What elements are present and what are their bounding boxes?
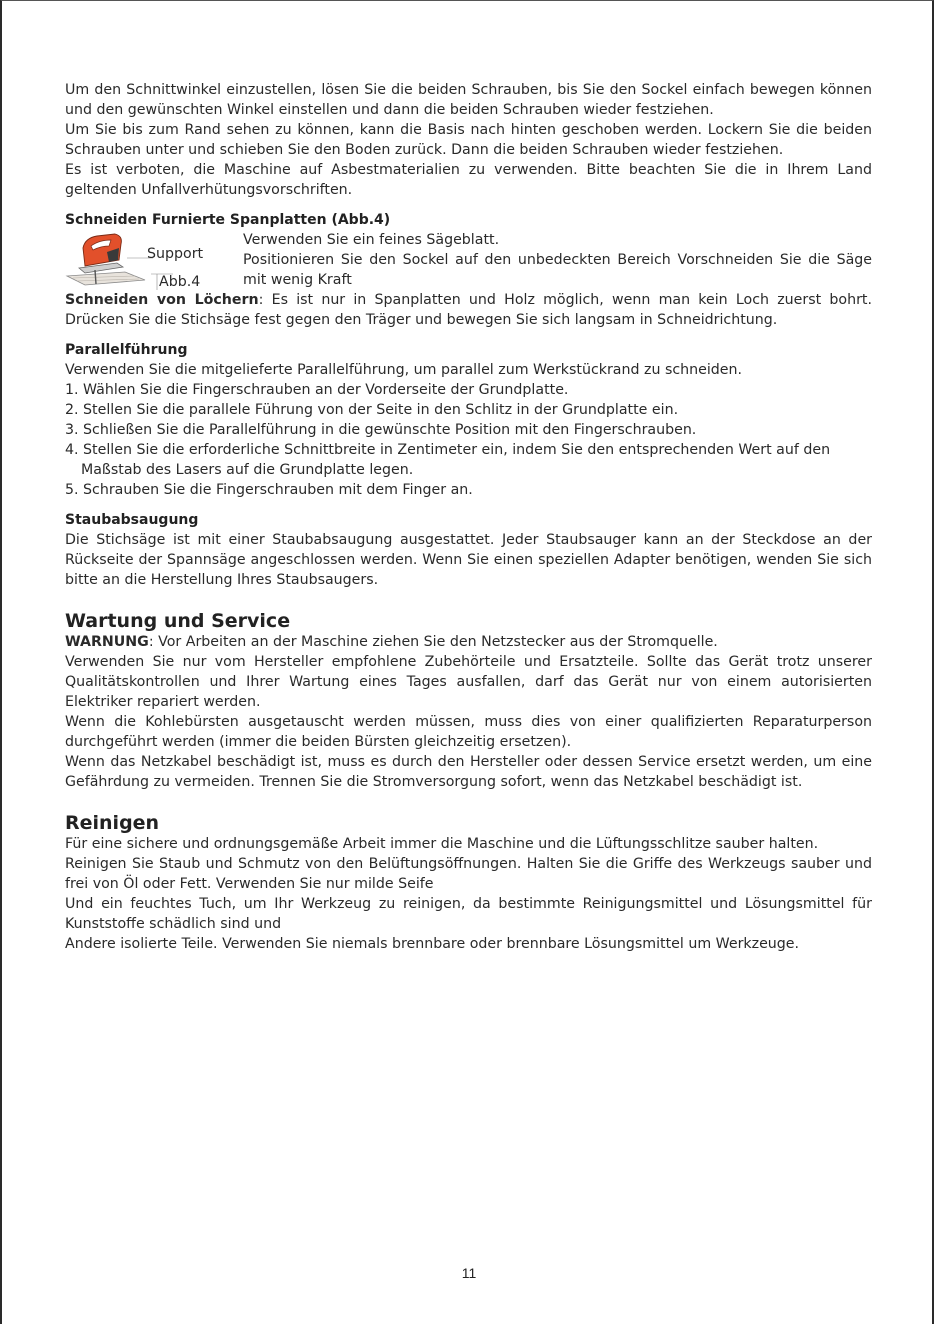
list-item: 5. Schrauben Sie die Fingerschrauben mit dem Finger an. (65, 482, 473, 498)
holes-text: : Es ist nur in Spanplatten und Holz möglich, wenn man kein Loch zuerst bohrt. Drücken Sie die Stichsäge fest gegen den Träger und bewegen Sie sich langsam in Schneidrichtung. (65, 292, 873, 328)
cleaning-paragraph-3: Und ein feuchtes Tuch, um Ihr Werkzeug zu reinigen, da bestimmte Reinigungsmittel und Lösungsmittel für Kunststoffe schädlich sind und (65, 896, 872, 932)
service-paragraph-1: Verwenden Sie nur vom Hersteller empfohlene Zubehörteile und Ersatzteile. Sollte das Gerät trotz unserer Qualitätskontrollen und Ihrer Wartung eines Tages ausfallen, darf das Gerät nur von einem autorisierten Elektriker repariert werden. (65, 654, 872, 710)
service-warning (65, 632, 872, 652)
page-number: 11 (461, 1265, 477, 1281)
figure-caption: Abb.4 (159, 274, 201, 290)
veneer-line-2: Positionieren Sie den Sockel auf den unbedeckten Bereich Vorschneiden Sie die Säge mit wenig Kraft (243, 252, 872, 288)
list-item: 4. Stellen Sie die erforderliche Schnittbreite in Zentimeter ein, indem Sie den entsprechenden Wert auf den Maßstab des Lasers auf die Grundplatte legen. (65, 442, 831, 478)
intro-paragraph-2: Um Sie bis zum Rand sehen zu können, kann die Basis nach hinten geschoben werden. Lockern Sie die beiden Schrauben unter und schieben Sie den Boden zurück. Dann die beiden Schrauben wieder festziehen. (65, 122, 872, 158)
service-paragraph-3: Wenn das Netzkabel beschädigt ist, muss es durch den Hersteller oder dessen Service ersetzt werden, um eine Gefährdung zu vermeiden. Trennen Sie die Stromversorgung sofort, wenn das Netzkabel beschädigt ist. (65, 754, 872, 790)
cleaning-paragraph-4: Andere isolierte Teile. Verwenden Sie niemals brennbare oder brennbare Lösungsmittel um Werkzeuge. (65, 936, 800, 952)
service-heading: Wartung und Service (65, 610, 291, 632)
figure-support-label: Support (147, 246, 204, 262)
parallel-steps-list (65, 380, 872, 500)
parallel-heading: Parallelführung (65, 342, 188, 358)
dust-heading: Staubabsaugung (65, 512, 199, 528)
warning-label: WARNUNG (65, 634, 149, 650)
warning-text: : Vor Arbeiten an der Maschine ziehen Sie den Netzstecker aus der Stromquelle. (148, 634, 718, 650)
holes-paragraph (65, 290, 872, 330)
veneer-instructions (243, 230, 872, 290)
veneer-heading: Schneiden Furnierte Spanplatten (Abb.4) (65, 212, 391, 228)
intro-paragraph-1: Um den Schnittwinkel einzustellen, lösen Sie die beiden Schrauben, bis Sie den Sockel einfach bewegen können und den gewünschten Winkel einstellen und dann die beiden Schrauben wieder festziehen. (65, 82, 872, 118)
service-paragraph-2: Wenn die Kohlebürsten ausgetauscht werden müssen, muss dies von einer qualifizierten Reparaturperson durchgeführt werden (immer die beiden Bürsten gleichzeitig ersetzen). (65, 714, 872, 750)
cleaning-paragraph-1: Für eine sichere und ordnungsgemäße Arbeit immer die Maschine und die Lüftungsschlitze sauber halten. (65, 836, 819, 852)
page-content (65, 80, 872, 954)
veneer-line-1: Verwenden Sie ein feines Sägeblatt. (243, 232, 500, 248)
list-item: 2. Stellen Sie die parallele Führung von der Seite in den Schlitz in der Grundplatte ein. (65, 402, 679, 418)
list-item: 1. Wählen Sie die Fingerschrauben an der Vorderseite der Grundplatte. (65, 382, 569, 398)
cleaning-heading: Reinigen (65, 812, 160, 834)
jigsaw-figure (65, 230, 233, 290)
holes-label: Schneiden von Löchern (65, 292, 259, 308)
intro-paragraph-3: Es ist verboten, die Maschine auf Asbestmaterialien zu verwenden. Bitte beachten Sie die in Ihrem Land geltenden Unfallverhütungsvorschriften. (65, 162, 872, 198)
dust-paragraph: Die Stichsäge ist mit einer Staubabsaugung ausgestattet. Jeder Staubsauger kann an der Steckdose an der Rückseite der Spannsäge angeschlossen werden. Wenn Sie einen speziellen Adapter benötigen, wenden Sie sich bitte an die Herstellung Ihres Staubsaugers. (65, 532, 872, 588)
veneer-figure-row (65, 230, 872, 290)
list-item: 3. Schließen Sie die Parallelführung in die gewünschte Position mit den Fingerschrauben. (65, 422, 697, 438)
cleaning-paragraph-2: Reinigen Sie Staub und Schmutz von den Belüftungsöffnungen. Halten Sie die Griffe des Werkzeugs sauber und frei von Öl oder Fett. Verwenden Sie nur milde Seife (65, 856, 872, 892)
parallel-intro: Verwenden Sie die mitgelieferte Parallelführung, um parallel zum Werkstückrand zu schneiden. (65, 362, 743, 378)
